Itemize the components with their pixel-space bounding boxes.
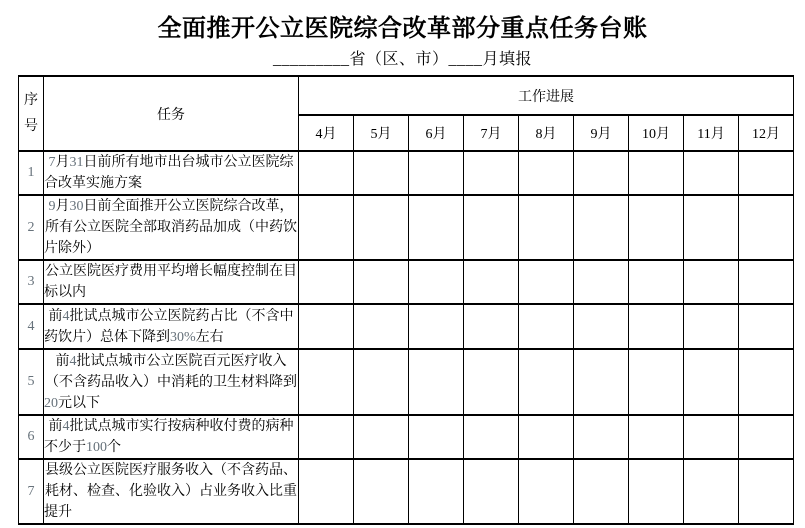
progress-cell (464, 459, 519, 524)
task-text: 前4批试点城市公立医院药占比（不含中药饮片）总体下降到30%左右 (44, 304, 299, 349)
header-month-jul: 7月 (464, 115, 519, 151)
progress-cell (739, 459, 794, 524)
row-number: 3 (19, 260, 44, 304)
progress-cell (354, 151, 409, 195)
progress-cell (464, 349, 519, 415)
progress-cell (629, 304, 684, 349)
progress-cell (739, 349, 794, 415)
progress-cell (354, 304, 409, 349)
progress-cell (629, 151, 684, 195)
progress-cell (409, 151, 464, 195)
progress-cell (629, 349, 684, 415)
row-number: 4 (19, 304, 44, 349)
progress-cell (299, 349, 354, 415)
progress-cell (464, 415, 519, 459)
progress-cell (464, 304, 519, 349)
header-month-oct: 10月 (629, 115, 684, 151)
progress-cell (684, 415, 739, 459)
progress-cell (574, 349, 629, 415)
header-row-group (19, 76, 794, 115)
progress-cell (519, 459, 574, 524)
progress-cell (574, 195, 629, 260)
task-text: 前4批试点城市公立医院百元医疗收入（不含药品收入）中消耗的卫生材料降到20元以下 (44, 349, 299, 415)
progress-cell (739, 260, 794, 304)
header-month-sep: 9月 (574, 115, 629, 151)
progress-cell (739, 151, 794, 195)
task-text: 县级公立医院医疗服务收入（不含药品、耗材、检查、化验收入）占业务收入比重提升 (44, 459, 299, 524)
progress-cell (519, 349, 574, 415)
progress-cell (354, 195, 409, 260)
progress-cell (739, 195, 794, 260)
progress-cell (574, 151, 629, 195)
task-text: 7月31日前所有地市出台城市公立医院综合改革实施方案 (44, 151, 299, 195)
progress-cell (629, 195, 684, 260)
row-number: 7 (19, 459, 44, 524)
header-month-dec: 12月 (739, 115, 794, 151)
progress-cell (519, 260, 574, 304)
row-number: 1 (19, 151, 44, 195)
page-title: 全面推开公立医院综合改革部分重点任务台账 (157, 16, 648, 42)
progress-cell (354, 415, 409, 459)
progress-cell (574, 415, 629, 459)
header-progress-group: 工作进展 (299, 76, 794, 115)
progress-cell (519, 151, 574, 195)
progress-cell (409, 349, 464, 415)
table-row (19, 349, 794, 415)
progress-cell (409, 415, 464, 459)
progress-cell (519, 304, 574, 349)
task-text: 9月30日前全面推开公立医院综合改革，所有公立医院全部取消药品加成（中药饮片除外） (44, 195, 299, 260)
table-row (19, 151, 794, 195)
progress-cell (354, 260, 409, 304)
progress-cell (684, 151, 739, 195)
subtitle-fill-in-line: _________省（区、市）____月填报 (272, 51, 532, 68)
header-month-may: 5月 (354, 115, 409, 151)
progress-cell (299, 260, 354, 304)
progress-cell (629, 459, 684, 524)
progress-cell (629, 415, 684, 459)
progress-cell (574, 304, 629, 349)
progress-cell (739, 304, 794, 349)
row-number: 6 (19, 415, 44, 459)
table-row (19, 459, 794, 524)
progress-cell (464, 260, 519, 304)
progress-cell (464, 151, 519, 195)
table-row (19, 304, 794, 349)
header-index: 序号 (19, 76, 44, 151)
progress-cell (739, 415, 794, 459)
progress-cell (684, 260, 739, 304)
progress-cell (684, 195, 739, 260)
document-page (0, 8, 805, 528)
progress-cell (354, 459, 409, 524)
progress-cell (574, 459, 629, 524)
progress-cell (629, 260, 684, 304)
header-month-apr: 4月 (299, 115, 354, 151)
progress-cell (684, 304, 739, 349)
row-number: 5 (19, 349, 44, 415)
table-row (19, 195, 794, 260)
progress-cell (574, 260, 629, 304)
progress-cell (684, 459, 739, 524)
progress-cell (519, 195, 574, 260)
progress-cell (299, 459, 354, 524)
progress-cell (299, 195, 354, 260)
progress-cell (299, 304, 354, 349)
table-row (19, 260, 794, 304)
table-row (19, 415, 794, 459)
header-month-aug: 8月 (519, 115, 574, 151)
progress-cell (519, 415, 574, 459)
task-text: 前4批试点城市实行按病种收付费的病种不少于100个 (44, 415, 299, 459)
progress-cell (299, 151, 354, 195)
progress-cell (354, 349, 409, 415)
row-number: 2 (19, 195, 44, 260)
task-ledger-table (18, 75, 794, 525)
progress-cell (409, 195, 464, 260)
progress-cell (299, 415, 354, 459)
header-month-nov: 11月 (684, 115, 739, 151)
progress-cell (684, 349, 739, 415)
header-month-jun: 6月 (409, 115, 464, 151)
progress-cell (409, 459, 464, 524)
task-text: 公立医院医疗费用平均增长幅度控制在目标以内 (44, 260, 299, 304)
header-task: 任务 (44, 76, 299, 151)
progress-cell (409, 260, 464, 304)
progress-cell (464, 195, 519, 260)
progress-cell (409, 304, 464, 349)
